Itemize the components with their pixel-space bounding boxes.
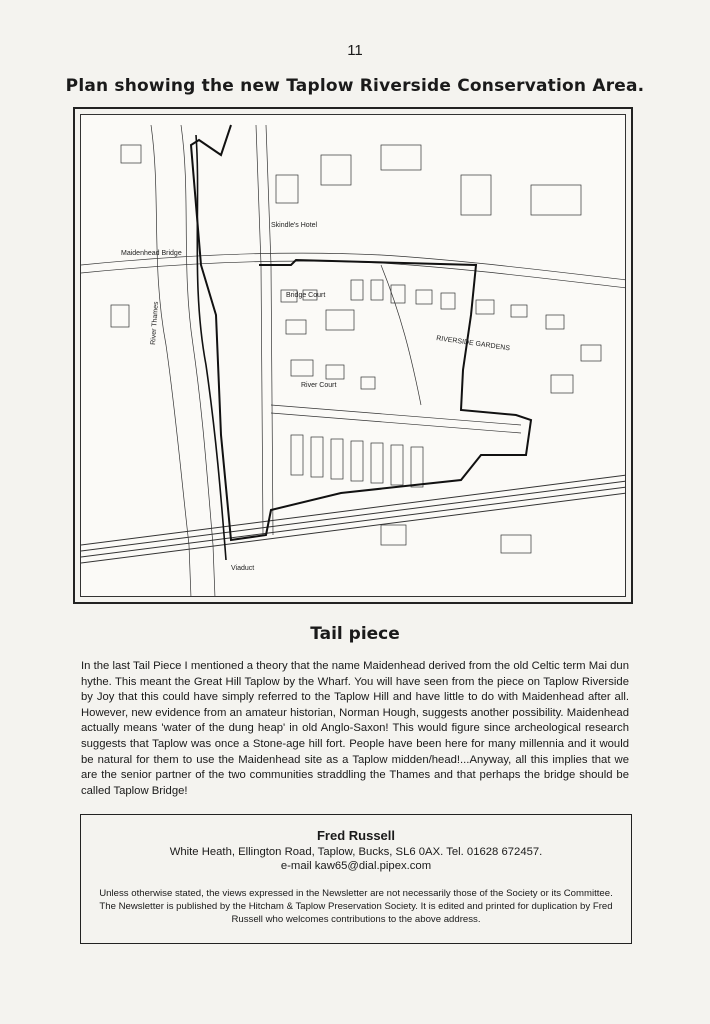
map-frame <box>73 107 633 604</box>
editor-address: White Heath, Ellington Road, Taplow, Bucks, SL6 0AX. Tel. 01628 672457. <box>169 846 543 858</box>
map-drawing <box>81 115 626 597</box>
editor-name: Fred Russell <box>316 828 396 843</box>
map-title: Plan showing the new Taplow Riverside Conservation Area. <box>65 76 645 96</box>
contact-box <box>80 814 632 944</box>
map-label-river-court: River Court <box>301 382 337 389</box>
editor-email: e-mail kaw65@dial.pipex.com <box>280 860 432 872</box>
disclaimer-text: Unless otherwise stated, the views expressed in the Newsletter are not necessarily those of the Society or its Committee. The Newsletter is published by the Hitcham & Taplow Preservation Society. It is edited and printed for duplication by Fred Russell who welcomes contributions to the above address. <box>99 888 613 925</box>
map-label-river: River Thames <box>150 301 161 346</box>
tail-piece-heading: Tail piece <box>310 624 400 644</box>
map-label-riverside-gardens: RIVERSIDE GARDENS <box>435 335 511 353</box>
map-label-viaduct: Viaduct <box>231 565 255 572</box>
map-label-bridge-court: Bridge Court <box>286 292 326 299</box>
map-label-hotel: Skindle's Hotel <box>271 222 318 229</box>
page-number: 11 <box>347 42 363 59</box>
tail-piece-body: In the last Tail Piece I mentioned a theory that the name Maidenhead derived from the old Celtic term Mai dun hythe. This meant the Great Hill Taplow by the Wharf. You will have seen from the piece on Taplow Riverside by Joy that this could have simply referred to the Taplow Hill and have little to do with Maidenhead after all. However, new evidence from an amateur historian, Norman Hough, suggests another possibility. Maidenhead actually means 'water of the dung heap' in old Anglo-Saxon! This would figure since archeological research suggests that Taplow was once a Stone-age hill fort. People have been here for many millennia and it would be natural for them to use the Maidenhead site as a Taplow midden/head!...Anyway, all this implies that we are the senior partner of the two communities straddling the Thames and that perhaps the bridge should be called Taplow Bridge! <box>81 660 629 797</box>
map-label-bridge: Maidenhead Bridge <box>121 250 182 257</box>
conservation-area-map <box>80 114 626 597</box>
